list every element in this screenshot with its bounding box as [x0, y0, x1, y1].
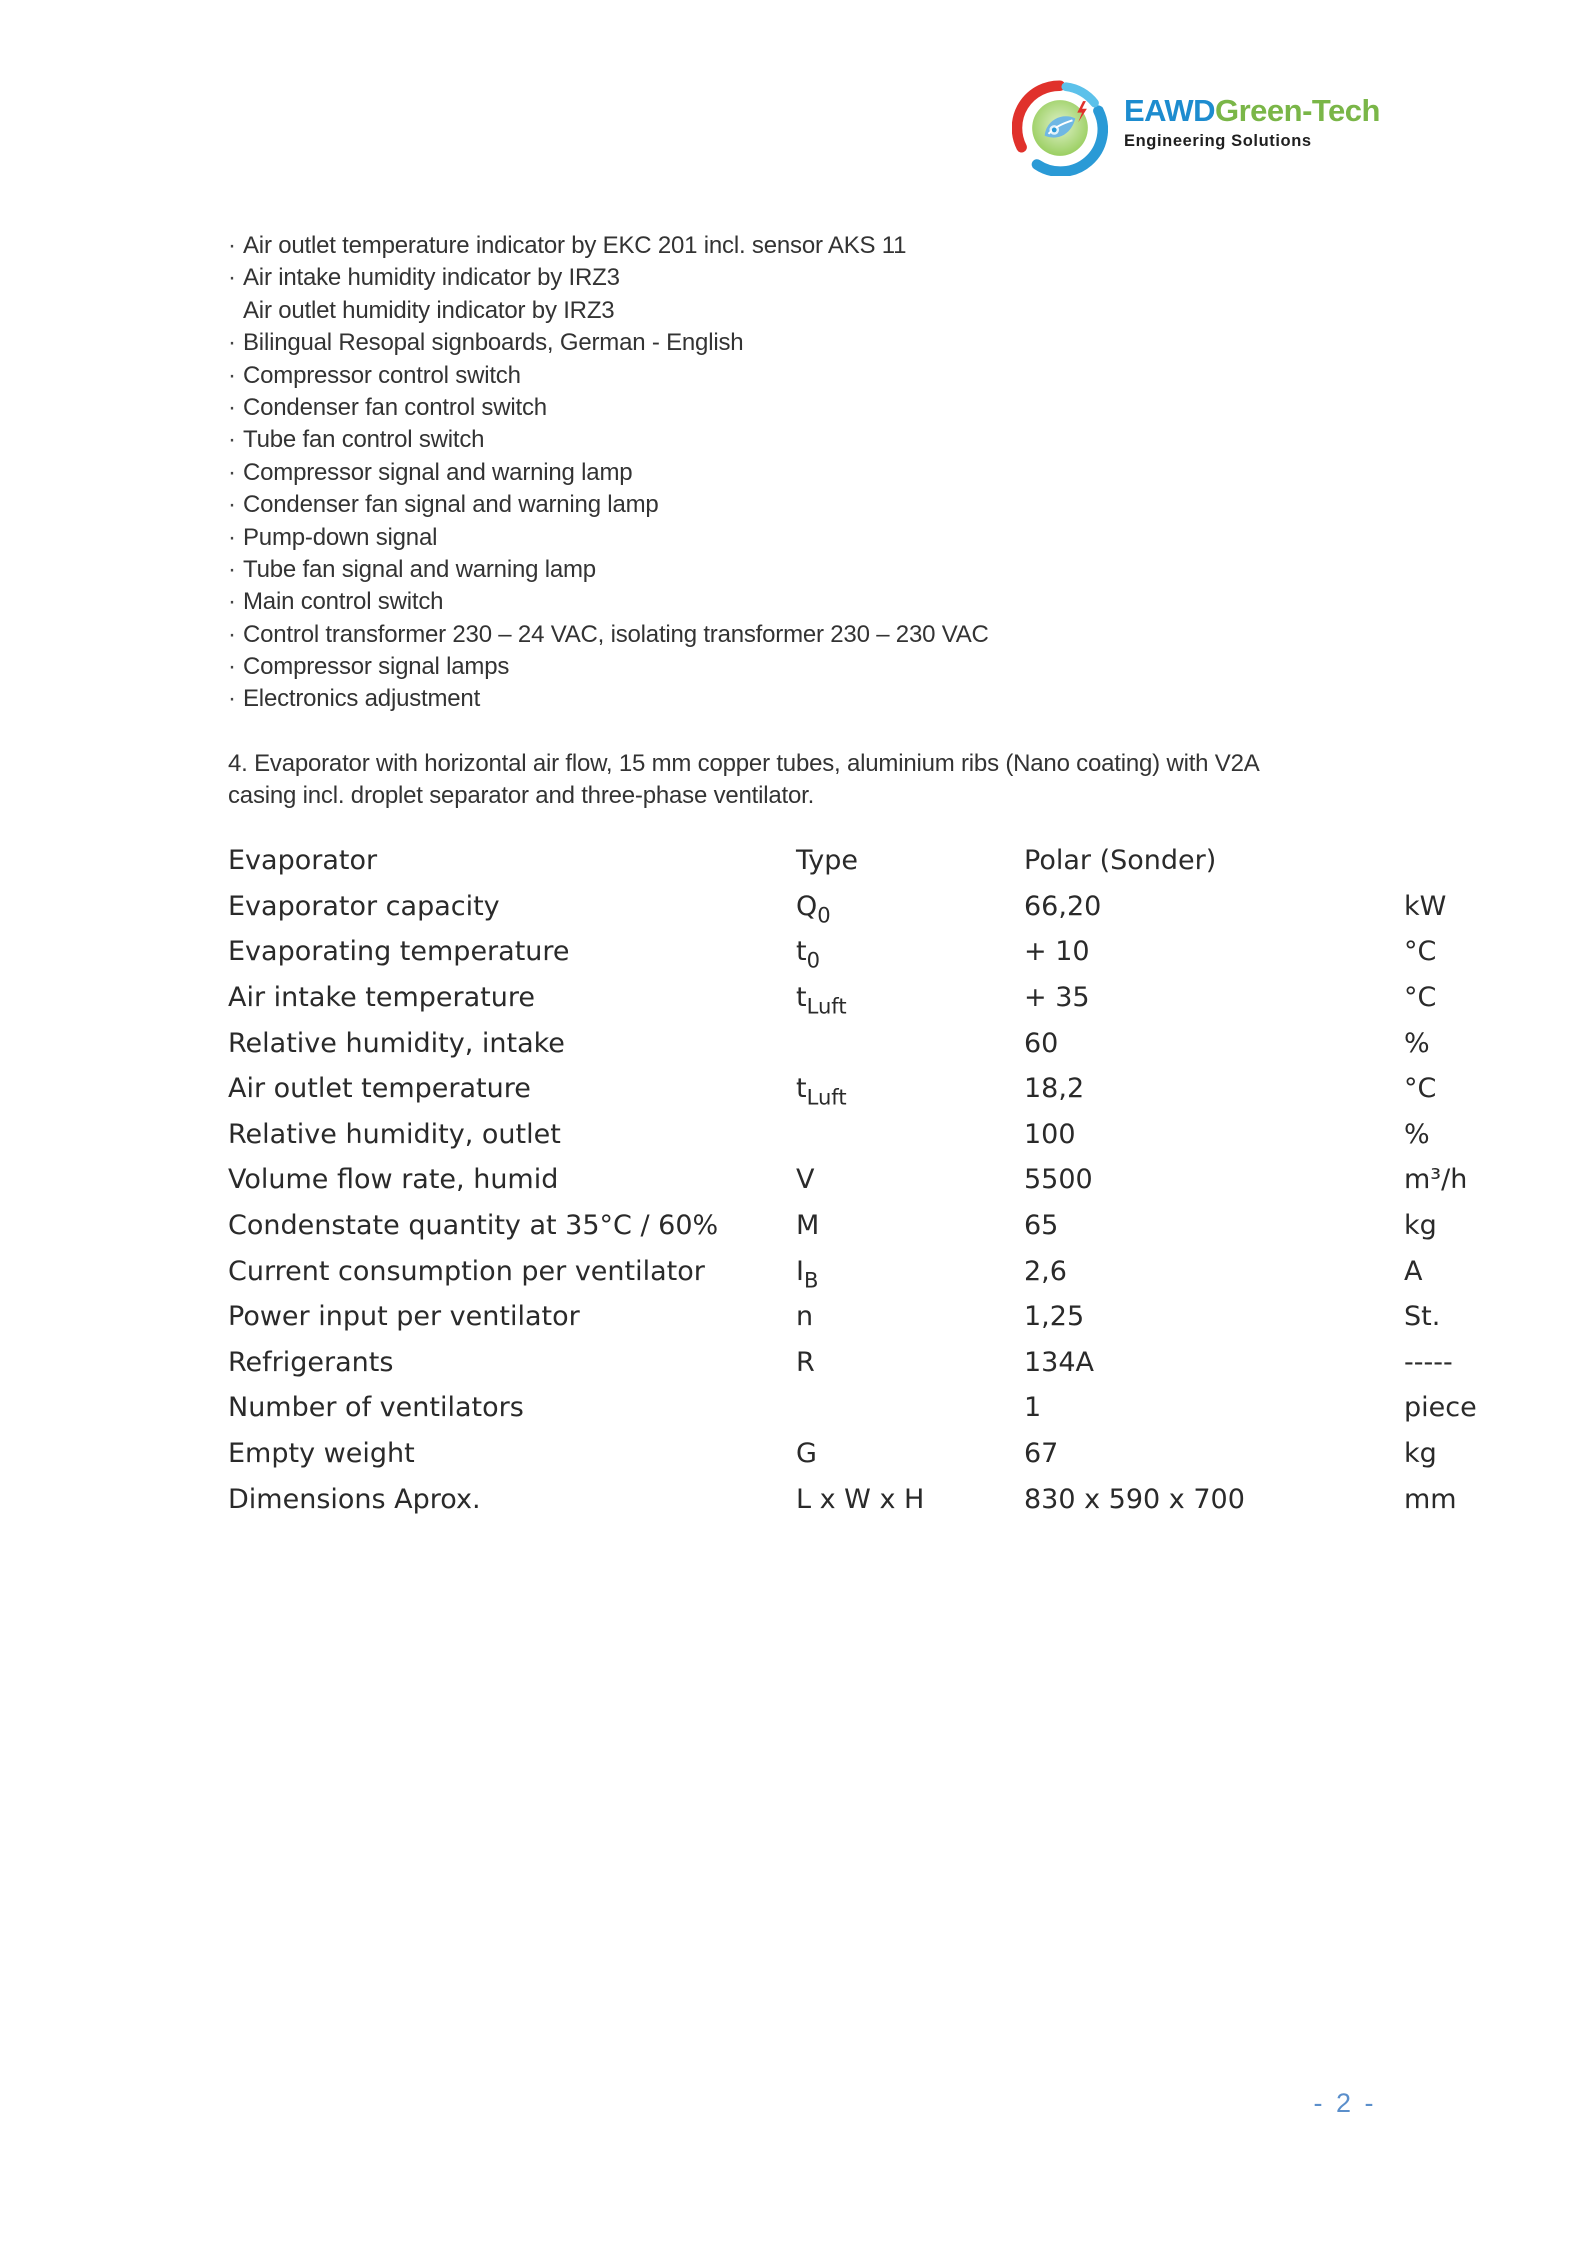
spec-symbol — [796, 838, 1024, 884]
table-row — [228, 1248, 1488, 1294]
bullet-marker: · — [228, 685, 236, 713]
spec-value: 100 — [1024, 1118, 1076, 1150]
spec-label: Volume flow rate, humid — [228, 1164, 559, 1196]
spec-label: Air intake temperature — [228, 982, 535, 1014]
bullet-marker: · — [228, 620, 236, 648]
spec-value: 18,2 — [1024, 1073, 1085, 1105]
table-row — [228, 1157, 1488, 1203]
spec-label: Condenstate quantity at 35°C / 60% — [228, 1210, 719, 1242]
logo-emblem-icon — [1012, 80, 1108, 176]
spec-value: 66,20 — [1024, 890, 1102, 922]
spec-symbol-sub: Luft — [806, 993, 847, 1019]
list-item-text: Compressor signal and warning lamp — [243, 458, 633, 486]
page-number: - 2 - — [1313, 2088, 1377, 2118]
spec-unit — [1404, 838, 1488, 884]
spec-symbol-main: t — [796, 982, 807, 1014]
spec-symbol — [796, 1066, 1024, 1112]
spec-symbol — [796, 1294, 1024, 1340]
spec-unit: °C — [1404, 936, 1437, 968]
spec-symbol — [796, 1020, 1024, 1066]
spec-symbol — [796, 929, 1024, 975]
table-row — [228, 1066, 1488, 1112]
spec-symbol-main: n — [796, 1301, 814, 1333]
spec-symbol-main: I — [796, 1255, 804, 1287]
table-row — [228, 884, 1488, 930]
section-description-line: casing incl. droplet separator and three-phase ventilator. — [228, 782, 815, 810]
list-item-text: Control transformer 230 – 24 VAC, isolating transformer 230 – 230 VAC — [243, 620, 989, 648]
spec-symbol-sub: B — [803, 1267, 819, 1292]
spec-symbol-main: Q — [796, 890, 818, 922]
bullet-marker: · — [228, 523, 236, 551]
logo-brand-name — [1124, 92, 1394, 130]
spec-unit: m³/h — [1404, 1164, 1468, 1196]
list-item-text: Air intake humidity indicator by IRZ3 — [243, 264, 620, 292]
table-row — [228, 1340, 1488, 1386]
spec-label: Current consumption per ventilator — [228, 1255, 705, 1287]
list-item — [228, 360, 1378, 392]
spec-unit: St. — [1404, 1301, 1441, 1333]
spec-unit: % — [1404, 1027, 1430, 1059]
table-row — [228, 1431, 1488, 1477]
spec-symbol — [796, 1157, 1024, 1203]
table-row — [228, 1476, 1488, 1522]
list-item — [228, 230, 1378, 262]
spec-value: 2,6 — [1024, 1255, 1067, 1287]
bullet-marker: · — [228, 491, 236, 519]
list-item-text: Condenser fan signal and warning lamp — [243, 491, 659, 519]
logo-tagline: Engineering Solutions — [1124, 132, 1312, 150]
list-item — [228, 327, 1378, 359]
spec-symbol-main: V — [796, 1164, 815, 1196]
spec-value: 830 x 590 x 700 — [1024, 1483, 1245, 1515]
bullet-marker: · — [228, 393, 236, 421]
bullet-marker: · — [228, 555, 236, 583]
logo-brand-secondary: Green-Tech — [1215, 93, 1380, 128]
bullet-marker: · — [228, 588, 236, 616]
spec-label: Air outlet temperature — [228, 1073, 531, 1105]
section-description-line: 4. Evaporator with horizontal air flow, 15 mm copper tubes, aluminium ribs (Nano coating) with V2A — [228, 750, 1260, 777]
company-logo — [1012, 80, 1392, 180]
spec-symbol — [796, 1340, 1024, 1386]
spec-label: Relative humidity, intake — [228, 1027, 565, 1059]
list-item — [228, 392, 1378, 424]
spec-label: Dimensions Aprox. — [228, 1483, 481, 1515]
table-row — [228, 929, 1488, 975]
list-item — [228, 262, 1378, 294]
spec-unit: % — [1404, 1118, 1430, 1150]
table-row — [228, 1294, 1488, 1340]
list-item — [228, 295, 1378, 327]
list-item-text: Air outlet temperature indicator by EKC 201 incl. sensor AKS 11 — [243, 232, 907, 259]
list-item — [228, 522, 1378, 554]
spec-unit: mm — [1404, 1483, 1457, 1515]
spec-symbol — [796, 1385, 1024, 1431]
spec-symbol — [796, 1112, 1024, 1158]
bullet-marker: · — [228, 329, 236, 357]
spec-label: Refrigerants — [228, 1346, 394, 1378]
list-item — [228, 424, 1378, 456]
spec-symbol — [796, 1476, 1024, 1522]
list-item — [228, 457, 1378, 489]
feature-list — [228, 230, 1378, 716]
table-row — [228, 1020, 1488, 1066]
list-item-text: Tube fan control switch — [243, 426, 485, 454]
spec-value: 65 — [1024, 1210, 1059, 1242]
list-item — [228, 683, 1378, 715]
bullet-marker: · — [228, 232, 236, 259]
spec-symbol-main: L x W x H — [796, 1483, 925, 1515]
list-item-text: Tube fan signal and warning lamp — [243, 555, 596, 583]
spec-symbol-main: G — [796, 1438, 817, 1470]
spec-value: 1,25 — [1024, 1301, 1085, 1333]
spec-unit: °C — [1404, 982, 1437, 1014]
list-item-text: Pump-down signal — [243, 523, 438, 551]
spec-symbol — [796, 884, 1024, 930]
bullet-marker: · — [228, 426, 236, 454]
spec-symbol-sub: 0 — [817, 902, 831, 928]
spec-label: Number of ventilators — [228, 1392, 524, 1424]
table-row — [228, 1203, 1488, 1249]
bullet-marker: · — [228, 653, 236, 681]
spec-symbol-main: t — [796, 936, 807, 968]
spec-symbol-main: t — [796, 1073, 807, 1105]
spec-symbol-main: M — [796, 1210, 820, 1242]
spec-unit: kW — [1404, 890, 1447, 922]
spec-value: + 35 — [1024, 982, 1090, 1014]
table-row — [228, 1385, 1488, 1431]
spec-symbol — [796, 1203, 1024, 1249]
list-item-text: Main control switch — [243, 588, 444, 616]
spec-value: 5500 — [1024, 1164, 1093, 1196]
spec-value: 60 — [1024, 1027, 1059, 1059]
spec-label: Power input per ventilator — [228, 1301, 580, 1333]
list-item — [228, 489, 1378, 521]
spec-symbol — [796, 1248, 1024, 1294]
spec-unit: ----- — [1404, 1346, 1453, 1378]
bullet-marker: · — [228, 361, 236, 389]
list-item — [228, 586, 1378, 618]
table-row — [228, 838, 1488, 884]
list-item — [228, 554, 1378, 586]
list-item-text: Bilingual Resopal signboards, German - English — [243, 329, 744, 357]
spec-symbol — [796, 1431, 1024, 1477]
table-row — [228, 975, 1488, 1021]
spec-symbol-sub: 0 — [806, 947, 820, 973]
spec-value: 134A — [1024, 1346, 1095, 1378]
list-item — [228, 651, 1378, 683]
list-item-text: Condenser fan control switch — [243, 393, 547, 421]
list-item-text: Air outlet humidity indicator by IRZ3 — [243, 296, 615, 324]
spec-unit: °C — [1404, 1073, 1437, 1105]
section-description — [228, 748, 1388, 813]
spec-value: 67 — [1024, 1438, 1059, 1470]
spec-value: + 10 — [1024, 936, 1090, 968]
spec-unit: piece — [1404, 1392, 1477, 1424]
spec-symbol-main: R — [796, 1346, 815, 1378]
evaporator-spec-table — [228, 838, 1488, 1522]
list-item — [228, 619, 1378, 651]
spec-symbol-main: Type — [796, 845, 859, 877]
bullet-marker: · — [228, 264, 236, 292]
spec-label: Evaporator — [228, 845, 378, 877]
spec-symbol-sub: Luft — [806, 1084, 847, 1110]
spec-unit: kg — [1404, 1210, 1437, 1242]
spec-value: Polar (Sonder) — [1024, 845, 1217, 877]
spec-unit: kg — [1404, 1438, 1437, 1470]
spec-value: 1 — [1024, 1392, 1042, 1424]
table-row — [228, 1112, 1488, 1158]
spec-label: Relative humidity, outlet — [228, 1118, 561, 1150]
list-item-text: Electronics adjustment — [243, 685, 481, 713]
list-item-text: Compressor signal lamps — [243, 653, 510, 681]
spec-label: Empty weight — [228, 1438, 415, 1470]
spec-unit: A — [1404, 1255, 1423, 1287]
spec-label: Evaporating temperature — [228, 936, 570, 968]
bullet-marker: · — [228, 458, 236, 486]
list-item-text: Compressor control switch — [243, 361, 521, 389]
spec-label: Evaporator capacity — [228, 890, 500, 922]
logo-brand-primary: EAWD — [1124, 93, 1215, 128]
spec-symbol — [796, 975, 1024, 1021]
